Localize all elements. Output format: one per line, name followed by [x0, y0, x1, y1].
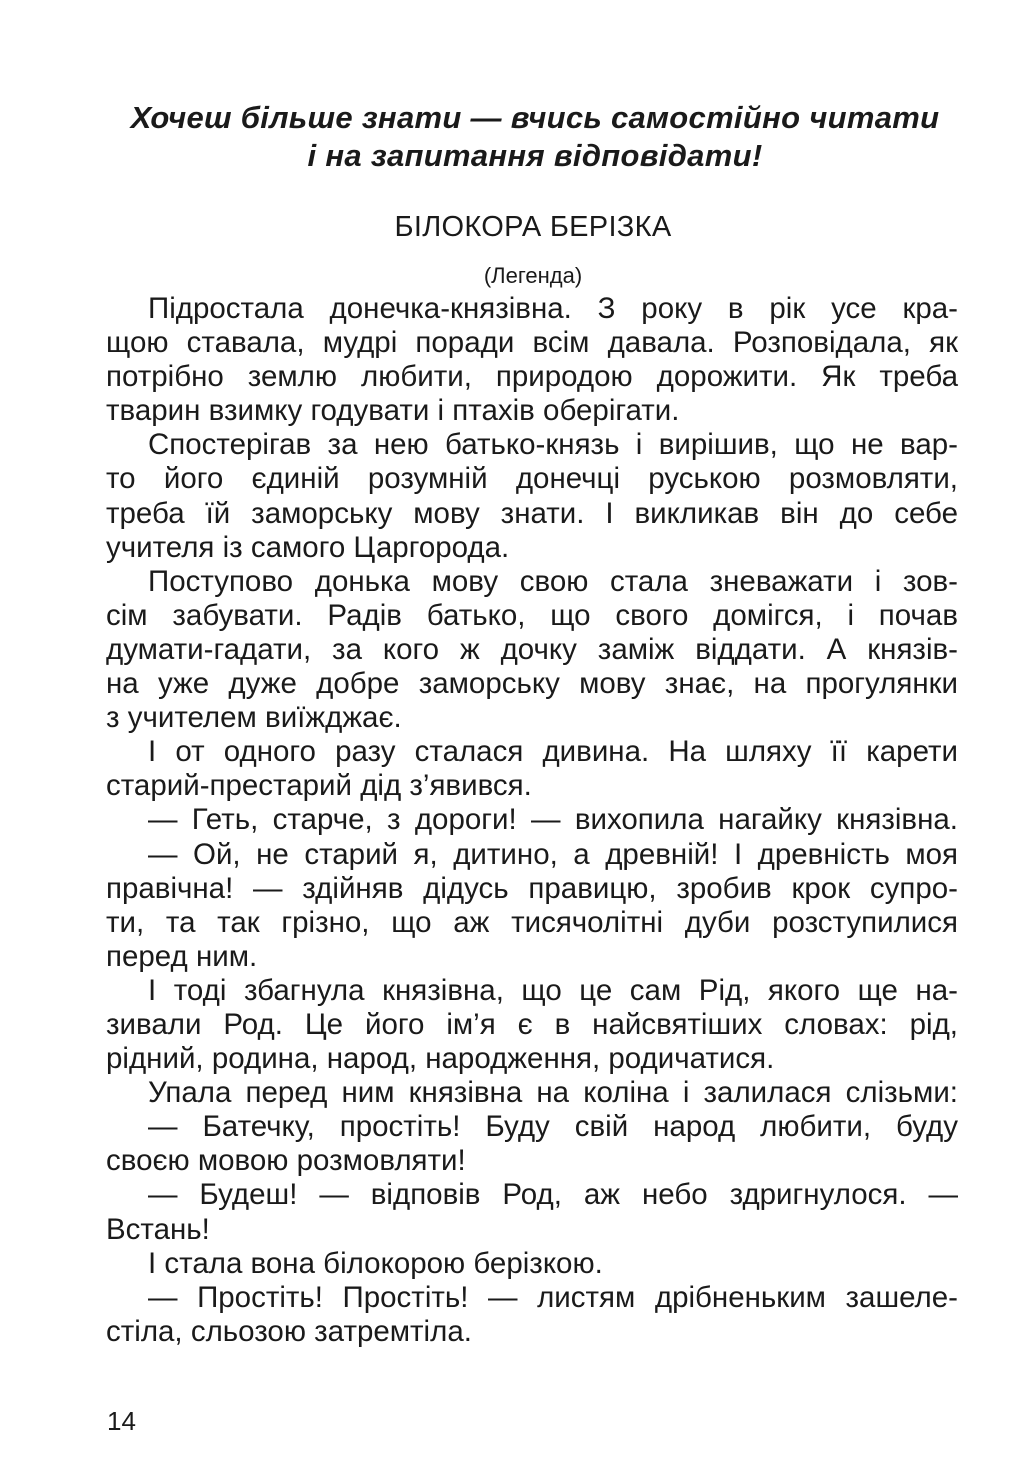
text-line: думати-гадати, за кого ж дочку заміж віддати. А князів- — [106, 632, 958, 666]
text-line: правічна! — здійняв дідусь правицю, зробив крок супро- — [106, 871, 958, 905]
text-line: І стала вона білокорою берізкою. — [148, 1246, 603, 1280]
page-number: 14 — [107, 1406, 136, 1436]
text-line: то його єдиній розумній донечці руською розмовляти, — [106, 462, 958, 496]
text-line: своєю мовою розмовляти! — [106, 1144, 466, 1178]
text-line: — Будеш! — відповів Род, аж небо здригнулося. — — [148, 1178, 958, 1212]
text-line: треба їй заморську мову знати. І викликав він до себе — [106, 496, 958, 530]
text-line: Підростала донечка-князівна. З року в рік усе кра- — [148, 292, 958, 325]
text-line: стіла, сльозою затремтіла. — [106, 1314, 472, 1348]
story-subtitle: (Легенда) — [483, 263, 583, 288]
motto-line-1: Хочеш більше знати — вчись самостійно читати — [130, 100, 940, 135]
text-line: сім забувати. Радів батько, що свого домігся, і почав — [106, 598, 958, 632]
text-line: — Простіть! Простіть! — листям дрібненьким зашеле- — [148, 1280, 958, 1314]
text-line: щою ставала, мудрі поради всім давала. Розповідала, як — [106, 326, 958, 360]
text-line: — Геть, старче, з дороги! — вихопила нагайку князівна. — [148, 803, 958, 837]
text-line: тварин взимку годувати і птахів оберігати. — [106, 394, 680, 428]
text-line: — Батечку, простіть! Буду свій народ любити, буду — [148, 1110, 958, 1144]
text-line: І от одного разу сталася дивина. На шляху її карети — [148, 735, 958, 769]
text-line: Спостерігав за нею батько-князь і вирішив, що не вар- — [148, 428, 958, 462]
text-line: на уже дуже добре заморську мову знає, на прогулянки — [106, 667, 958, 701]
text-line: потрібно землю любити, природою дорожити. Як треба — [106, 360, 958, 394]
text-line: І тоді збагнула князівна, що це сам Рід, якого ще на- — [148, 973, 958, 1007]
text-line: старий-престарий дід з’явився. — [106, 769, 532, 803]
text-line: зивали Род. Це його ім’я є в найсвятіших словах: рід, — [106, 1007, 958, 1041]
text-line: перед ним. — [106, 939, 258, 973]
text-line: учителя із самого Царгорода. — [106, 530, 510, 564]
story-title: БІЛОКОРА БЕРІЗКА — [394, 211, 672, 243]
text-line: з учителем виїжджає. — [106, 701, 402, 735]
text-line: Упала перед ним князівна на коліна і залилася слізьми: — [148, 1076, 958, 1110]
motto-line-2: і на запитання відповідати! — [307, 138, 763, 173]
story-text — [106, 292, 958, 1349]
text-line: ти, та так грізно, що аж тисячолітні дуби розступилися — [106, 905, 958, 939]
text-line: Поступово донька мову свою стала зневажати і зов- — [148, 564, 958, 598]
text-line: рідний, родина, народ, народження, родичатися. — [106, 1042, 775, 1076]
text-line: — Ой, не старий я, дитино, а древній! І древність моя — [148, 837, 958, 871]
text-line: Встань! — [106, 1212, 210, 1246]
